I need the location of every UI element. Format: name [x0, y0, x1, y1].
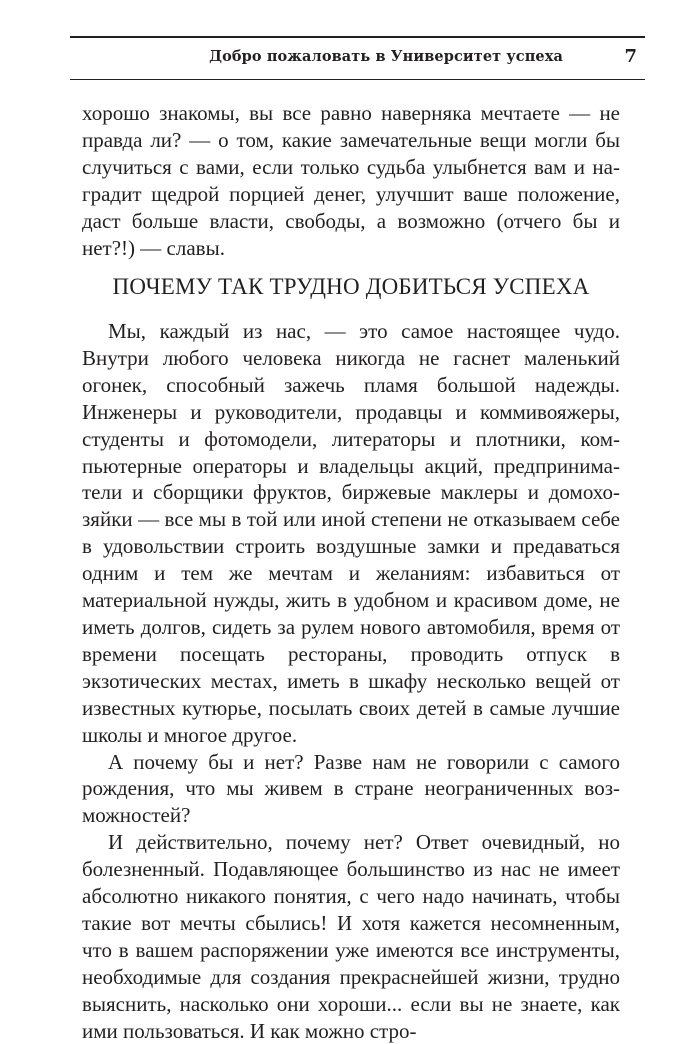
section-body: [82, 318, 620, 1044]
intro-text: [82, 100, 620, 261]
running-header: [70, 36, 645, 80]
paragraph: Мы, каждый из нас, — это самое настоящее чудо. Внутри любого человека никогда не гаснет маленький огонек, способный зажечь пламя большой надежды. Инженеры и руководители, продавцы и коммивояжеры, студенты и фотомодели, литераторы и плотники, компьютерные операторы и владельцы акций, предприниматели и сборщики фруктов, биржевые маклеры и домохозяйки — все мы в той или иной степени не отказываем себе в удовольствии строить воздушные замки и предаваться одним и тем же мечтам и желаниям: избавиться от материальной нужды, жить в удобном и красивом доме, не иметь долгов, сидеть за рулем нового автомобиля, время от времени посещать рестораны, проводить отпуск в экзотических местах, иметь в шкафу несколько вещей от известных кутюрье, посылать своих детей в самые лучшие школы и многое другое.: [82, 319, 620, 747]
running-title: Добро пожаловать в Университет успеха: [209, 48, 563, 65]
intro-paragraph: хорошо знакомы, вы все равно наверняка мечтаете — не правда ли? — о том, какие замечательные вещи могли бы случиться с вами, если только судьба улыбнется вам и наградит щедрой порцией денег, улучшит ваше положение, даст больше власти, свободы, а возможно (отчего бы и нет?!) — славы.: [82, 101, 620, 260]
paragraph: А почему бы и нет? Разве нам не говорили с самого рождения, что мы живем в стране неограниченных возможностей?: [82, 749, 620, 828]
paragraph: И действительно, почему нет? Ответ очевидный, но болезненный. Подавляющее большинство из нас не имеет абсолютно никакого понятия, с чего надо начинать, чтобы такие вот мечты сбылись! И хотя кажется несомненным, что в вашем распоряжении уже имеются все инструменты, необходимые для создания прекраснейшей жизни, трудно выяснить, насколько они хороши... если вы не знаете, как ими пользоваться. И как можно стро-: [82, 830, 620, 1043]
section-heading: ПОЧЕМУ ТАК ТРУДНО ДОБИТЬСЯ УСПЕХА: [112, 274, 590, 299]
page-number: 7: [624, 46, 637, 67]
